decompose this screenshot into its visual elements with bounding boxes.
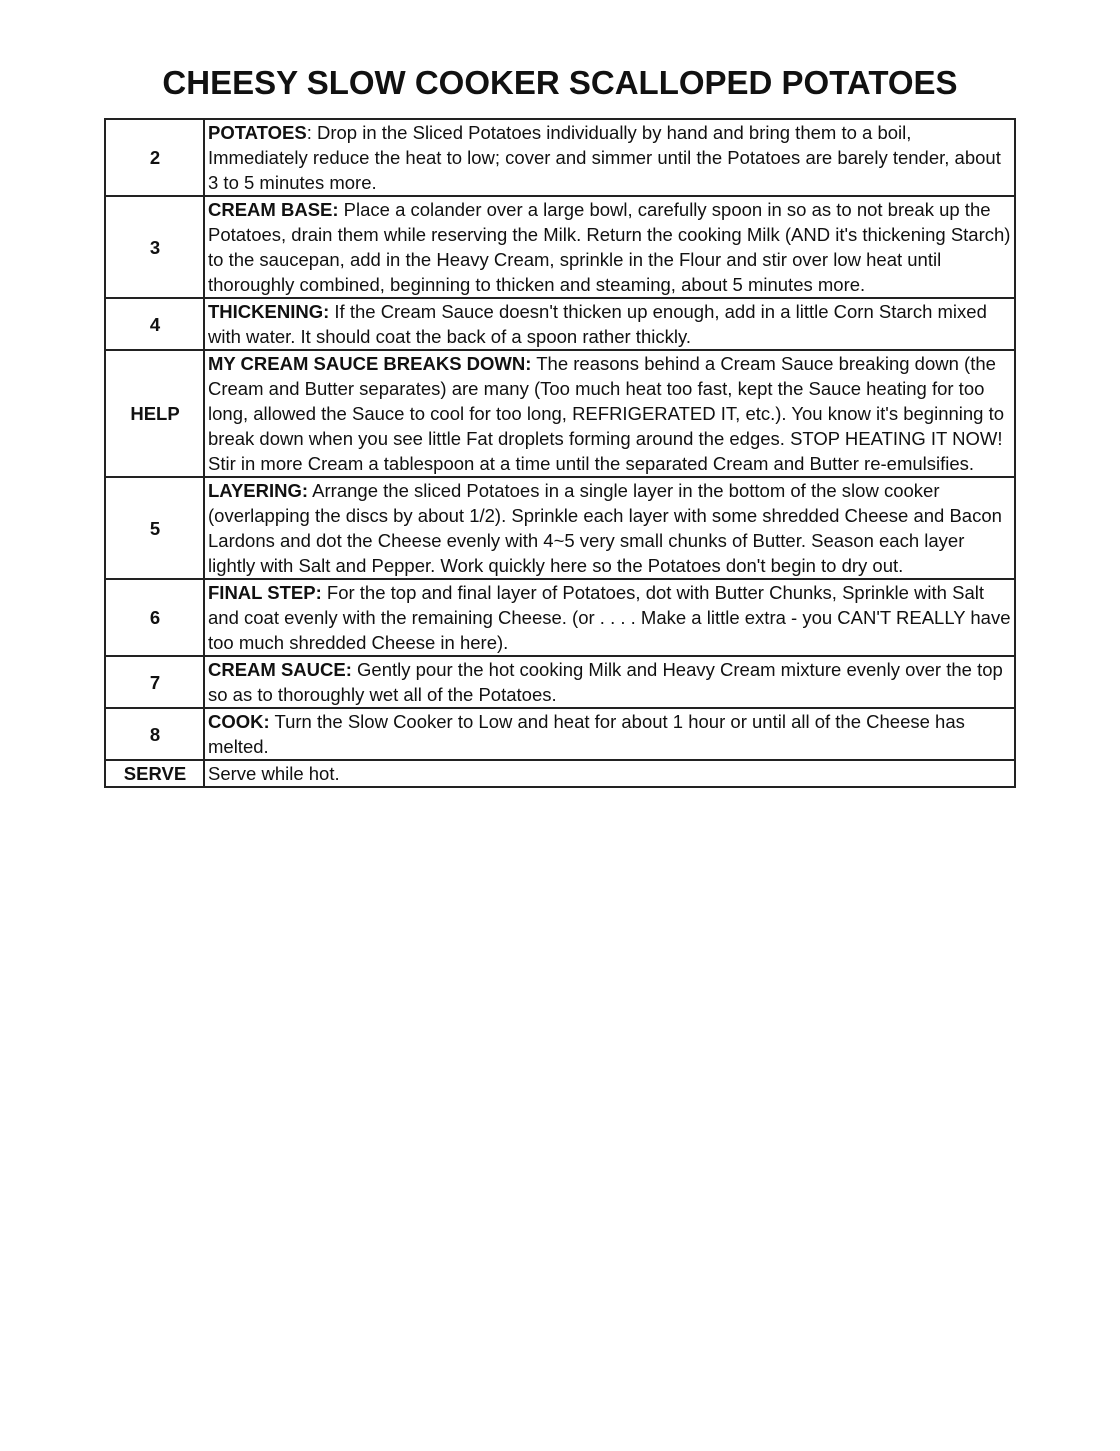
step-row — [105, 196, 1015, 298]
step-text: Place a colander over a large bowl, carefully spoon in so as to not break up the Potatoes, drain them while reserving the Milk. Return the cooking Milk (AND it's thickening Starch) to the saucepan, add in the Heavy Cream, sprinkle in the Flour and stir over low heat until thoroughly combined, beginning to thicken and steaming, about 5 minutes more. — [208, 199, 1011, 295]
step-text: Serve while hot. — [208, 763, 340, 784]
step-row — [105, 579, 1015, 656]
step-text-cell — [204, 760, 1015, 787]
steps-table — [104, 118, 1016, 788]
step-number: 6 — [105, 579, 204, 656]
step-label: CREAM BASE: — [208, 199, 339, 220]
step-number: SERVE — [105, 760, 204, 787]
step-text: Arrange the sliced Potatoes in a single layer in the bottom of the slow cooker (overlapping the discs by about 1/2). Sprinkle each layer with some shredded Cheese and Bacon Lardons and dot the Cheese evenly with 4~5 very small chunks of Butter. Season each layer lightly with Salt and Pepper. Work quickly here so the Potatoes don't begin to dry out. — [208, 480, 1002, 576]
step-row — [105, 708, 1015, 760]
step-text-cell — [204, 656, 1015, 708]
step-text-cell — [204, 298, 1015, 350]
step-row — [105, 119, 1015, 196]
step-number: 4 — [105, 298, 204, 350]
step-row — [105, 656, 1015, 708]
recipe-title: CHEESY SLOW COOKER SCALLOPED POTATOES — [162, 64, 958, 101]
step-text-cell — [204, 579, 1015, 656]
step-text-cell — [204, 119, 1015, 196]
step-row — [105, 760, 1015, 787]
step-text-cell — [204, 350, 1015, 477]
step-label: THICKENING: — [208, 301, 330, 322]
step-number: 5 — [105, 477, 204, 579]
step-number: 3 — [105, 196, 204, 298]
step-label: LAYERING: — [208, 480, 309, 501]
step-label: FINAL STEP: — [208, 582, 322, 603]
step-number: 7 — [105, 656, 204, 708]
step-label: MY CREAM SAUCE BREAKS DOWN: — [208, 353, 532, 374]
step-label: CREAM SAUCE: — [208, 659, 352, 680]
step-label: COOK: — [208, 711, 270, 732]
step-row — [105, 298, 1015, 350]
step-label: POTATOES — [208, 122, 307, 143]
step-text: For the top and final layer of Potatoes, dot with Butter Chunks, Sprinkle with Salt and coat evenly with the remaining Cheese. (or . . . . Make a little extra - you CAN'T REALLY have too much shredded Cheese in here). — [208, 582, 1011, 653]
step-text: If the Cream Sauce doesn't thicken up enough, add in a little Corn Starch mixed with water. It should coat the back of a spoon rather thickly. — [208, 301, 987, 347]
step-text: Gently pour the hot cooking Milk and Heavy Cream mixture evenly over the top so as to thoroughly wet all of the Potatoes. — [208, 659, 1003, 705]
step-number: 2 — [105, 119, 204, 196]
step-row — [105, 350, 1015, 477]
step-row — [105, 477, 1015, 579]
step-number: HELP — [105, 350, 204, 477]
step-text-cell — [204, 708, 1015, 760]
step-text: The reasons behind a Cream Sauce breaking down (the Cream and Butter separates) are many (Too much heat too fast, kept the Sauce heating for too long, allowed the Sauce to cool for too long, REFRIGERATED IT, etc.). You know it's beginning to break down when you see little Fat droplets forming around the edges. STOP HEATING IT NOW! Stir in more Cream a tablespoon at a time until the separated Cream and Butter re-emulsifies. — [208, 353, 1005, 474]
step-text: Turn the Slow Cooker to Low and heat for about 1 hour or until all of the Cheese has melted. — [208, 711, 965, 757]
step-text: : Drop in the Sliced Potatoes individually by hand and bring them to a boil, Immediately reduce the heat to low; cover and simmer until the Potatoes are barely tender, about 3 to 5 minutes more. — [208, 122, 1001, 193]
step-number: 8 — [105, 708, 204, 760]
step-text-cell — [204, 477, 1015, 579]
step-text-cell — [204, 196, 1015, 298]
